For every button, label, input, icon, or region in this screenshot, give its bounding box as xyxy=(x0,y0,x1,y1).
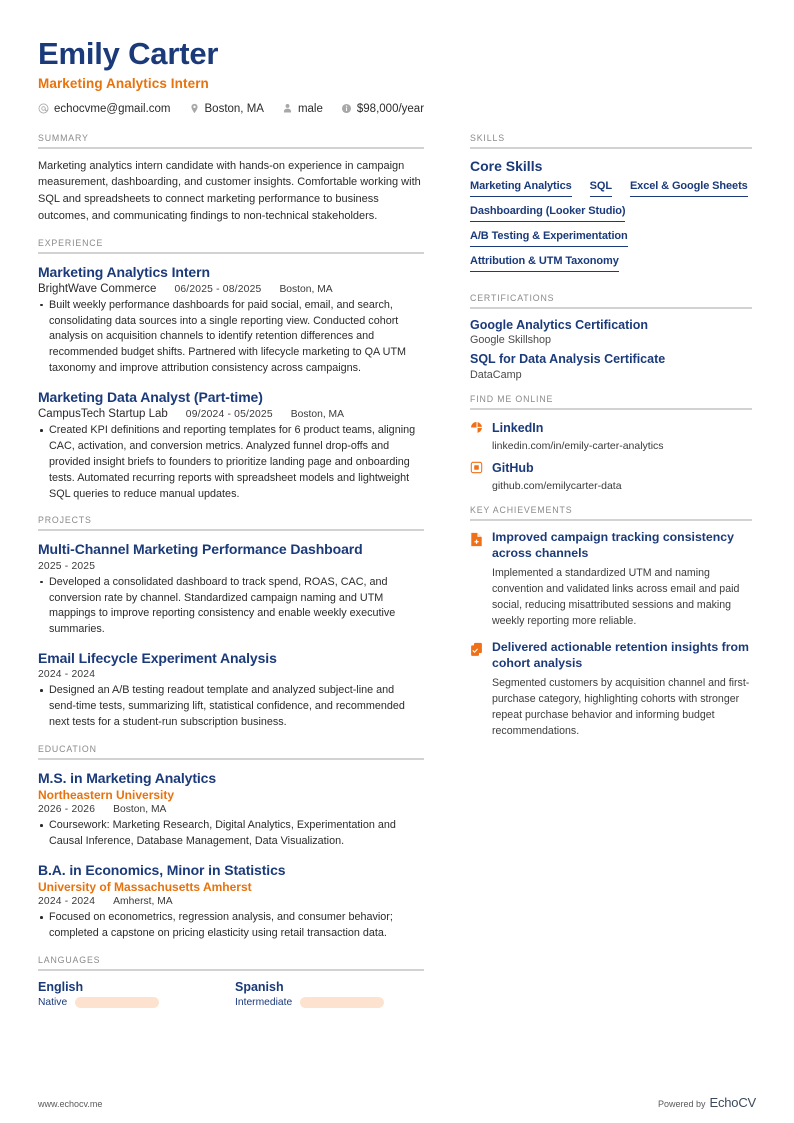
footer-powered-label: Powered by xyxy=(657,1099,706,1109)
contact-location-value: Boston, MA xyxy=(204,102,264,115)
bullet-item: Created KPI definitions and reporting templates for 6 product teams, aligning CAC, activation, and conversion metrics. Analyzed funnel drop-offs and provided insight briefs to founders to prioritize landing page and onboarding tests. Automated recurring reports with spreadsheet models and lightweight SQL queries to reduce manual updates. xyxy=(38,423,424,502)
education-degree: M.S. in Marketing Analytics xyxy=(38,769,217,786)
section-title-projects: PROJECTS xyxy=(38,515,92,526)
section-certifications xyxy=(470,293,752,381)
achievement-title: Improved campaign tracking consistency across channels xyxy=(492,529,734,560)
section-key-achievements xyxy=(470,505,752,740)
language-name: Spanish xyxy=(235,979,284,994)
section-divider xyxy=(470,147,752,149)
contact-gender xyxy=(282,103,323,115)
language-progress-bar xyxy=(75,997,159,1008)
contact-email-value: echocvme@gmail.com xyxy=(54,102,171,115)
experience-organization: BrightWave Commerce xyxy=(38,282,157,295)
education-dates: 2024 - 2024 xyxy=(38,895,96,907)
achievement-content xyxy=(492,530,752,630)
experience-entry xyxy=(38,388,424,502)
project-bullets xyxy=(38,575,424,638)
section-title-certifications: CERTIFICATIONS xyxy=(470,292,555,303)
education-degree: B.A. in Economics, Minor in Statistics xyxy=(38,861,286,878)
section-title-languages: LANGUAGES xyxy=(38,954,101,965)
certification-issuer: Google Skillshop xyxy=(470,334,552,347)
education-meta xyxy=(38,896,424,907)
section-languages xyxy=(38,955,424,1008)
contact-gender-value: male xyxy=(297,102,323,115)
achievement-item xyxy=(470,640,752,740)
section-experience xyxy=(38,238,424,503)
section-summary xyxy=(38,133,424,225)
contact-salary xyxy=(341,103,424,115)
online-url: linkedin.com/in/emily-carter-analytics xyxy=(492,439,664,452)
footer-brand-name: EchoCV xyxy=(709,1095,756,1110)
language-item xyxy=(235,980,432,1008)
experience-bullets xyxy=(38,423,424,502)
project-entry xyxy=(38,540,424,638)
resume-header xyxy=(38,36,756,115)
skill-item: Excel & Google Sheets xyxy=(630,180,748,197)
language-level: Native xyxy=(38,996,68,1008)
achievement-description: Implemented a standardized UTM and naming convention and validated links across email and paid social, reducing misattributed sessions and making weekly reporting more reliable. xyxy=(492,567,740,628)
education-bullets xyxy=(38,910,424,942)
location-icon xyxy=(189,103,200,114)
section-divider xyxy=(470,307,752,309)
experience-organization: CampusTech Startup Lab xyxy=(38,408,168,421)
education-dates: 2026 - 2026 xyxy=(38,804,96,816)
page-footer xyxy=(38,1095,756,1110)
education-meta xyxy=(38,804,424,815)
contact-email xyxy=(38,103,171,115)
experience-dates: 06/2025 - 08/2025 xyxy=(174,283,262,295)
section-divider xyxy=(38,969,424,971)
section-title-experience: EXPERIENCE xyxy=(38,237,104,248)
project-dates: 2024 - 2024 xyxy=(38,669,96,681)
achievement-item xyxy=(470,530,752,630)
skill-item: A/B Testing & Experimentation xyxy=(470,230,628,247)
project-title: Multi-Channel Marketing Performance Dashboard xyxy=(38,541,363,558)
language-item xyxy=(38,980,235,1008)
online-profile-text xyxy=(492,419,664,452)
github-icon xyxy=(470,461,483,474)
section-divider xyxy=(38,529,424,531)
languages-grid xyxy=(38,980,424,1008)
person-icon xyxy=(282,103,293,114)
education-bullets xyxy=(38,818,424,850)
project-dates: 2025 - 2025 xyxy=(38,560,96,572)
section-divider xyxy=(470,408,752,410)
section-title-summary: SUMMARY xyxy=(38,132,89,143)
left-column xyxy=(38,133,432,1021)
section-title-online: FIND ME ONLINE xyxy=(470,393,554,404)
skill-item: SQL xyxy=(590,180,612,197)
email-icon xyxy=(38,103,49,114)
language-level-row xyxy=(38,997,235,1008)
experience-title: Marketing Analytics Intern xyxy=(38,263,210,280)
achievement-title: Delivered actionable retention insights from cohort analysis xyxy=(492,639,749,670)
education-location: Amherst, MA xyxy=(113,895,173,907)
skill-item: Marketing Analytics xyxy=(470,180,572,197)
online-profile-linkedin[interactable] xyxy=(470,419,752,452)
language-level: Intermediate xyxy=(235,996,293,1008)
experience-location: Boston, MA xyxy=(290,409,345,421)
candidate-job-title: Marketing Analytics Intern xyxy=(38,75,209,91)
education-entry xyxy=(38,769,424,850)
skills-group-title: Core Skills xyxy=(470,157,543,174)
experience-location: Boston, MA xyxy=(279,283,333,295)
certification-name: SQL for Data Analysis Certificate xyxy=(470,352,666,367)
bullet-item: Focused on econometrics, regression analysis, and consumer behavior; completed a capstone on pricing elasticity using retail transaction data. xyxy=(38,910,424,942)
bullet-item: Coursework: Marketing Research, Digital Analytics, Experimentation and Causal Inference, Database Management, Data Visualization. xyxy=(38,818,424,850)
contact-salary-value: $98,000/year xyxy=(356,102,425,115)
contact-info-row xyxy=(38,103,756,115)
project-bullets xyxy=(38,683,424,731)
section-title-education: EDUCATION xyxy=(38,743,97,754)
experience-entry xyxy=(38,263,424,377)
certification-item xyxy=(470,318,752,347)
section-divider xyxy=(470,519,752,521)
resume-body xyxy=(38,133,756,1021)
contact-location xyxy=(189,103,264,115)
certification-name: Google Analytics Certification xyxy=(470,317,649,332)
section-skills xyxy=(470,133,752,280)
clipboard-check-icon xyxy=(470,642,483,657)
section-divider xyxy=(38,147,424,149)
experience-meta xyxy=(38,283,424,295)
section-find-me-online xyxy=(470,394,752,492)
online-label: LinkedIn xyxy=(492,420,544,435)
online-profile-text xyxy=(492,459,622,492)
footer-website[interactable]: www.echocv.me xyxy=(38,1099,103,1109)
language-progress-bar xyxy=(300,997,384,1008)
salary-icon xyxy=(341,103,352,114)
language-name: English xyxy=(38,979,84,994)
section-projects xyxy=(38,515,424,730)
section-title-achievements: KEY ACHIEVEMENTS xyxy=(470,504,573,515)
certification-issuer: DataCamp xyxy=(470,368,522,381)
summary-text: Marketing analytics intern candidate with hands-on experience in campaign measurement, dashboarding, and customer insights. Comfortable working with SQL and spreadsheets to connect marketing performance to business outcomes, and communicating findings to non-technical stakeholders. xyxy=(38,159,421,222)
experience-meta xyxy=(38,408,424,420)
experience-title: Marketing Data Analyst (Part-time) xyxy=(38,389,263,405)
bullet-item: Built weekly performance dashboards for paid social, email, and search, consolidating data sources into a single reporting view. Conducted cohort analysis on acquisition channels to identify retention differences and recommended budget shifts. Partnered with lifecycle marketing to QA UTM taxonomy and improve attribution consistency across campaigns. xyxy=(38,298,424,377)
language-level-row xyxy=(235,997,432,1008)
achievement-description: Segmented customers by acquisition channel and first-purchase category, highlighting cohorts with stronger repeat purchase behavior and informing budget recommendations. xyxy=(492,677,750,738)
education-entry xyxy=(38,861,424,942)
section-divider xyxy=(38,758,424,760)
section-education xyxy=(38,744,424,942)
skill-item: Dashboarding (Looker Studio) xyxy=(470,205,625,222)
skills-list xyxy=(470,180,752,280)
section-title-skills: SKILLS xyxy=(470,132,505,143)
certification-item xyxy=(470,352,752,381)
experience-dates: 09/2024 - 05/2025 xyxy=(185,409,273,421)
education-school: Northeastern University xyxy=(38,788,175,803)
skill-item: Attribution & UTM Taxonomy xyxy=(470,255,619,272)
bullet-item: Developed a consolidated dashboard to track spend, ROAS, CAC, and conversion rate by channel. Standardized campaign naming and UTM mappings to improve reporting consistency and enable weekly executive summaries. xyxy=(38,575,424,638)
footer-powered-by xyxy=(658,1095,756,1110)
linkedin-icon xyxy=(470,421,483,434)
education-location: Boston, MA xyxy=(113,804,167,816)
candidate-name: Emily Carter xyxy=(38,36,219,71)
section-divider xyxy=(38,252,424,254)
right-column xyxy=(432,133,752,753)
document-plus-icon xyxy=(470,532,483,547)
project-entry xyxy=(38,649,424,731)
project-title: Email Lifecycle Experiment Analysis xyxy=(38,650,277,667)
online-url: github.com/emilycarter-data xyxy=(492,479,622,492)
achievement-content xyxy=(492,640,752,740)
online-profile-github[interactable] xyxy=(470,459,752,492)
online-label: GitHub xyxy=(492,460,534,475)
bullet-item: Designed an A/B testing readout template and analyzed subject-line and send-time tests, summarizing lift, statistical confidence, and recommended next tests for a student-run subscription business. xyxy=(38,683,424,731)
education-school: University of Massachusetts Amherst xyxy=(38,879,252,894)
experience-bullets xyxy=(38,298,424,377)
